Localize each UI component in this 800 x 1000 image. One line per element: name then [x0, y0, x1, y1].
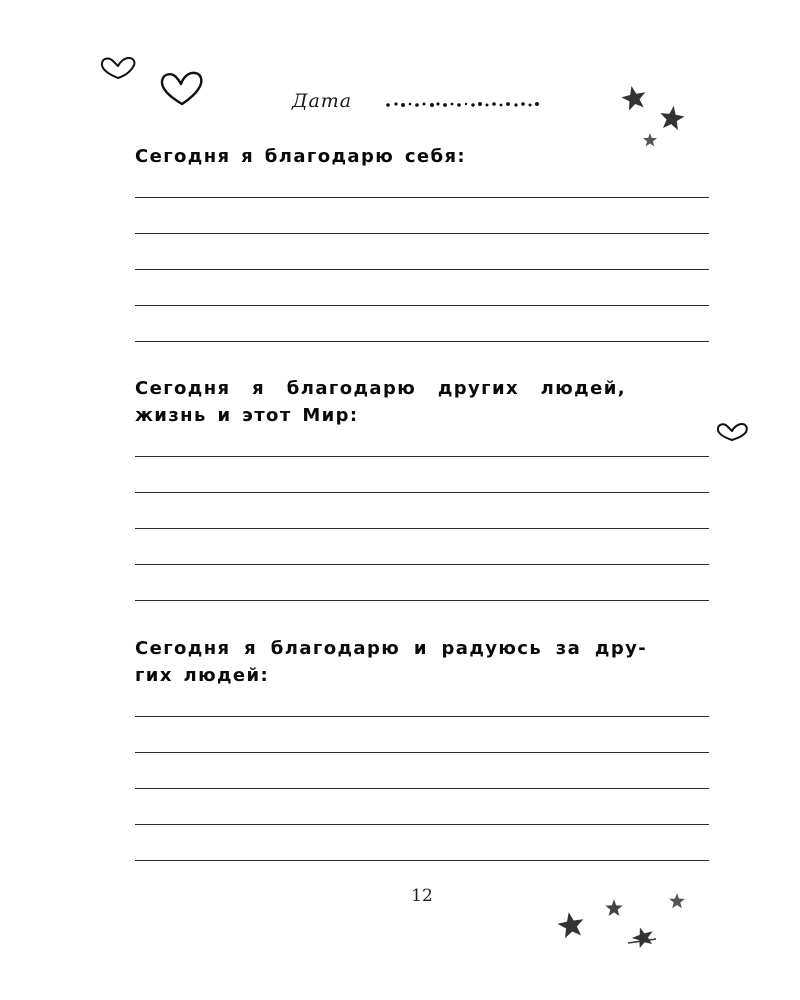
section-heading-line1: Сегодня я благодарю себя: [135, 146, 467, 167]
section-heading-line1: Сегодня я благодарю и радуюсь за дру- [135, 638, 648, 659]
page-number: 12 [411, 886, 433, 906]
section-heading-line1: Сегодня я благодарю других людей, [135, 378, 626, 399]
writing-line[interactable] [135, 788, 709, 789]
section-rejoice-for-others [135, 0, 709, 1000]
section-heading-line2: жизнь и этот Мир: [135, 405, 359, 426]
writing-line[interactable] [135, 752, 709, 753]
small-heart-icon [714, 420, 750, 444]
section-heading [135, 635, 709, 689]
small-heart-icon [98, 54, 138, 82]
writing-line[interactable] [135, 860, 709, 861]
section-heading-line2: гих людей: [135, 665, 270, 686]
writing-line[interactable] [135, 716, 709, 717]
date-label: Дата [292, 90, 353, 112]
writing-line[interactable] [135, 824, 709, 825]
